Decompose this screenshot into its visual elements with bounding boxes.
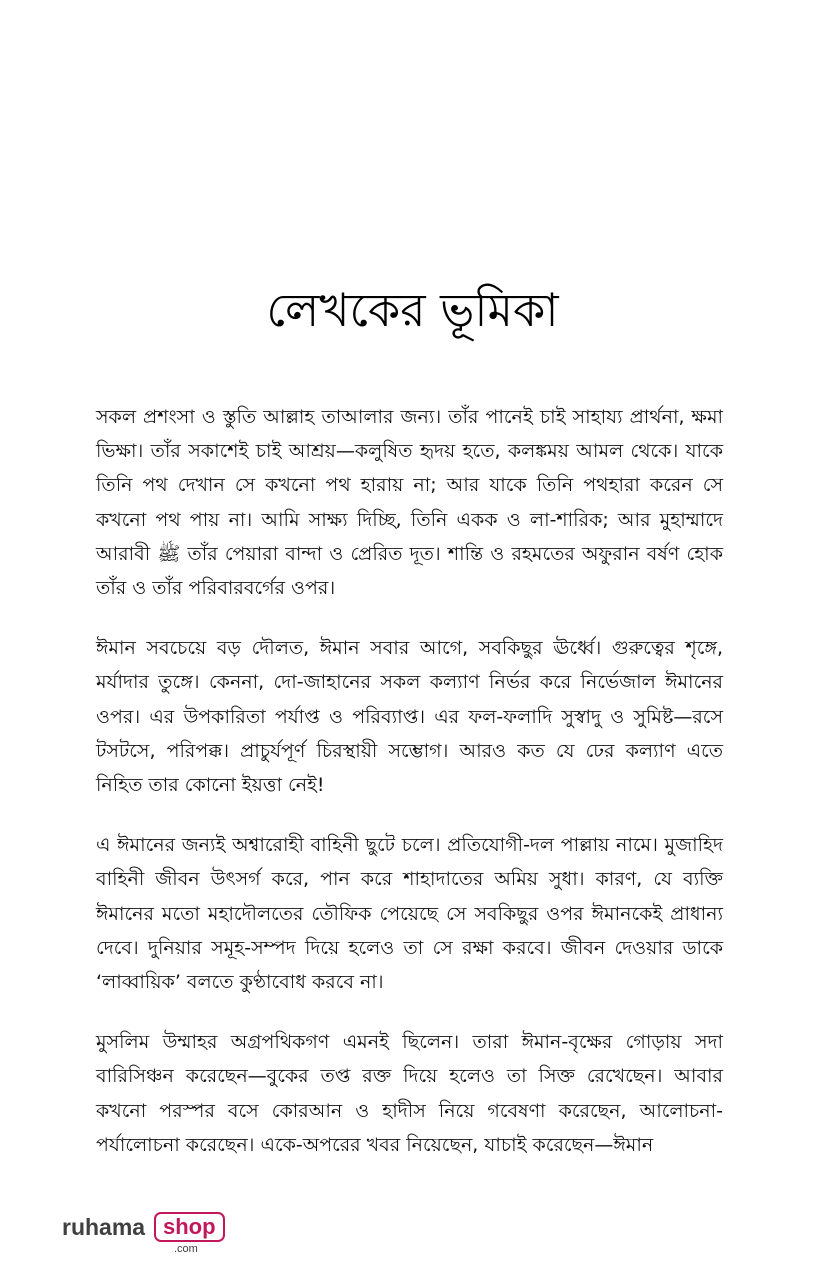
logo-shop-badge: shop [154,1212,225,1242]
paragraph-2: ঈমান সবচেয়ে বড় দৌলত, ঈমান সবার আগে, সবকিছুর ঊর্ধ্বে। গুরুত্বের শৃঙ্গে, মর্যাদার তুঙ্গে। কেননা, দো-জাহানের সকল কল্যাণ নির্ভর করে নির্ভেজাল ঈমানের ওপর। এর উপকারিতা পর্যাপ্ত ও পরিব্যাপ্ত। এর ফল-ফলাদি সুস্বাদু ও সুমিষ্ট—রসে টসটসে, পরিপক্ক। প্রাচুর্যপূর্ণ চিরস্থায়ী সম্ভোগ। আরও কত যে ঢের কল্যাণ এতে নিহিত তার কোনো ইয়ত্তা নেই! [96,637,723,797]
logo-domain-text: .com [174,1243,198,1255]
paragraph-3: এ ঈমানের জন্যই অশ্বারোহী বাহিনী ছুটে চলে। প্রতিযোগী-দল পাল্লায় নামে। মুজাহিদ বাহিনী জীবন উৎসর্গ করে, পান করে শাহাদাতের অমিয় সুধা। কারণ, যে ব্যক্তি ঈমানের মতো মহাদৌলতের তৌফিক পেয়েছে সে সবকিছুর ওপর ঈমানকেই প্রাধান্য দেবে। দুনিয়ার সমূহ-সম্পদ দিয়ে হলেও তা সে রক্ষা করবে। জীবন দেওয়ার ডাকে ‘লাব্বায়িক’ বলতে কুণ্ঠাবোধ করবে না। [96,834,724,994]
body-text [96,400,723,1188]
paragraph-1: সকল প্রশংসা ও স্তুতি আল্লাহ তাআলার জন্য। তাঁর পানেই চাই সাহায্য প্রার্থনা, ক্ষমা ভিক্ষা। তাঁর সকাশেই চাই আশ্রয়—কলুষিত হৃদয় হতে, কলঙ্কময় আমল থেকে। যাকে তিনি পথ দেখান সে কখনো পথ হারায় না; আর যাকে তিনি পথহারা করেন সে কখনো পথ পায় না। আমি সাক্ষ্য দিচ্ছি, তিনি একক ও লা-শারিক; আর মুহাম্মাদে আরাবী ﷺ তাঁর পেয়ারা বান্দা ও প্রেরিত দূত। শান্তি ও রহমতের অফুরান বর্ষণ হোক তাঁর ও তাঁর পরিবারবর্গের ওপর। [96,406,723,600]
page-title: লেখকের ভূমিকা [266,283,559,337]
paragraph-4: মুসলিম উম্মাহর অগ্রপথিকগণ এমনই ছিলেন। তারা ঈমান-বৃক্ষের গোড়ায় সদা বারিসিঞ্চন করেছেন—বুকের তপ্ত রক্ত দিয়ে হলেও তা সিক্ত রেখেছেন। আবার কখনো পরস্পর বসে কোরআন ও হাদীস নিয়ে গবেষণা করেছেন, আলোচনা-পর্যালোচনা করেছেন। একে-অপরের খবর নিয়েছেন, যাচাই করেছেন—ঈমান [96,1031,723,1156]
ruhamashop-logo [62,1212,232,1258]
logo-brand-text: ruhama [62,1214,146,1240]
